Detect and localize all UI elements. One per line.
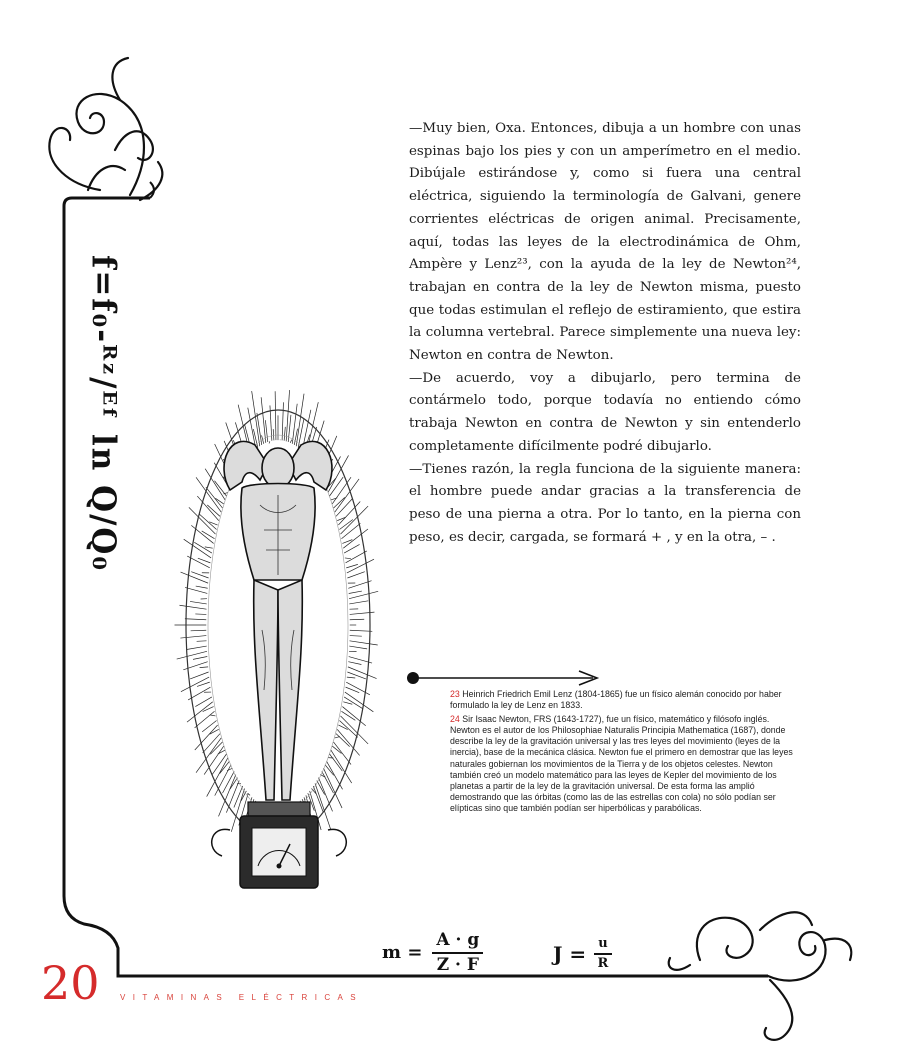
aura-spike — [190, 601, 207, 604]
aura-spike — [197, 641, 207, 642]
footnote-number: 24 — [450, 714, 460, 725]
aura-spike — [284, 427, 285, 441]
aura-spike — [273, 429, 274, 440]
footnote — [450, 714, 800, 814]
aura-spike — [349, 591, 362, 593]
aura-spike — [234, 786, 243, 808]
aura-spike — [197, 682, 210, 686]
aura-spike — [193, 657, 207, 660]
aura-spike — [347, 572, 364, 578]
formula-m — [382, 930, 483, 975]
aura-spike — [220, 761, 230, 773]
pointer-arrow-icon — [405, 668, 605, 688]
aura-spike — [350, 612, 375, 614]
aura-spike — [290, 440, 291, 443]
aura-spike — [342, 540, 352, 544]
aura-spike — [181, 572, 209, 583]
aura-spike — [350, 630, 373, 631]
footnote-number: 23 — [450, 689, 460, 699]
aura-spike — [265, 420, 267, 442]
body-paragraph: —Tienes razón, la regla funciona de la siguiente manera: el hombre puede andar gracias a la transferencia de peso de una pierna a otra. Por lo tanto, en la pierna con peso, es decir, cargada, se formará + , y en la otra, – . — [409, 461, 801, 545]
aura-spike — [346, 564, 358, 567]
aura-spike — [332, 746, 341, 753]
aura-spike — [347, 677, 355, 678]
aura-spike — [350, 636, 362, 637]
formula-j-lhs: J = — [553, 941, 587, 966]
aura-spike — [187, 646, 207, 649]
formula-m-lhs: m = — [382, 942, 423, 963]
aura-spike — [199, 514, 216, 530]
running-title: VITAMINAS ELÉCTRICAS — [120, 993, 363, 1002]
formula-m-denominator: Z · F — [436, 955, 479, 975]
aura-spike — [185, 587, 207, 593]
aura-spike — [338, 725, 347, 730]
aura-spike — [292, 404, 297, 444]
aura-spike — [282, 402, 283, 440]
man-with-aura-illustration — [160, 370, 400, 900]
aura-spike — [340, 506, 368, 534]
aura-spike — [179, 605, 206, 609]
aura-spike — [348, 667, 377, 679]
aura-spike — [195, 697, 212, 707]
body-paragraph: —Muy bien, Oxa. Entonces, dibuja a un hombre con unas espinas bajo los pies y con un amperímetro en el medio. Dibújale estirándose y, como si fuera una central eléctrica, siguiendo la terminología de Galvani, genere corrientes eléctricas de origen animal. Precisamente, aquí, todas las leyes de la electrodinámica de Ohm, Ampère y Lenz²³, con la ayuda de la ley de Newton²⁴, trabajan en contra de la ley de Newton misma, puesto que todas estimulan el reflejo de estiramiento, que estira la columna vertebral. Parece simplemente una nueva ley: Newton en contra de Newton. — [409, 121, 801, 364]
aura-spike — [346, 551, 367, 563]
aura-spike — [185, 619, 206, 620]
formula-m-fraction — [432, 930, 483, 975]
formula-j — [553, 936, 612, 971]
footnote-text: Sir Isaac Newton, FRS (1643-1727), fue un físico, matemático y filósofo inglés. Newton es el autor de los Philosophiae Naturalis Principia Mathematica (1687), donde describe la ley de la gravitación universal y las tres leyes del movimiento (leyes de la inercia), base de la mecánica clásica. Newton fue el primero en demostrar que las leyes naturales gobiernan los movimientos de la Tierra y de los objetos celestes. Newton también creó un modelo matemático para las leyes de Kepler del movimiento de los planetas a partir de la ley de la gravitación universal. De esta forma las amplió demostrando que las órbitas (como las de las estrellas con cola) no sólo podían ser elípticas sino que también podían ser hiperbólicas y parabólicas. — [450, 714, 793, 813]
aura-spike — [191, 630, 207, 631]
aura-spike — [181, 677, 209, 692]
aura-spike — [347, 559, 374, 573]
aura-spike — [345, 558, 351, 559]
aura-spike — [269, 441, 270, 443]
formula-j-denominator: R — [597, 956, 609, 971]
ornamental-scroll-icon — [49, 58, 162, 200]
amperemeter-icon — [240, 816, 318, 888]
aura-spike — [206, 487, 223, 508]
aura-spike — [210, 715, 216, 716]
aura-spike — [187, 702, 213, 722]
body-text — [409, 118, 801, 549]
aura-spike — [331, 750, 352, 783]
footnote — [450, 689, 800, 711]
aura-spike — [275, 391, 276, 440]
aura-spike — [180, 636, 206, 638]
aura-spike — [329, 754, 342, 771]
aura-spike — [257, 413, 262, 445]
aura-spike — [340, 716, 368, 744]
aura-spike — [205, 547, 213, 548]
aura-spike — [343, 529, 368, 548]
aura-spike — [177, 651, 207, 659]
aura-spike — [200, 667, 209, 668]
aura-spike — [349, 646, 367, 649]
aura-spike — [203, 707, 214, 712]
footnote-text: Heinrich Friedrich Emil Lenz (1804-1865) fue un físico alemán conocido por haber formulado la ley de Lenz en 1833. — [450, 689, 782, 711]
aura-spike — [202, 720, 216, 731]
formula-m-numerator: A · g — [432, 930, 483, 954]
aura-spike — [190, 672, 208, 679]
aura-spike — [343, 702, 352, 704]
aura-spike — [349, 601, 368, 604]
aura-spike — [196, 586, 208, 588]
aura-spike — [349, 641, 377, 645]
footnotes — [450, 689, 800, 817]
vertical-formula: f=f₀-ᴿᶻ/ᴱᶠ ln Q/Q₀ — [84, 255, 122, 572]
formula-j-fraction — [594, 936, 611, 971]
page-number: 20 — [41, 956, 100, 1010]
aura-spike — [189, 507, 216, 534]
aura-spike — [184, 539, 211, 558]
aura-spike — [335, 737, 340, 738]
aura-spike — [345, 692, 374, 712]
formula-j-numerator: u — [594, 936, 611, 955]
body-paragraph: —De acuerdo, voy a dibujarlo, pero termina de contármelo todo, porque todavía no entiendo cómo trabaja Newton en contra de Newton y sin entenderlo completamente difícilmente podré dibujarlo. — [409, 370, 801, 454]
aura-spike — [202, 531, 215, 539]
aura-spike — [198, 558, 211, 563]
aura-spike — [348, 662, 361, 665]
